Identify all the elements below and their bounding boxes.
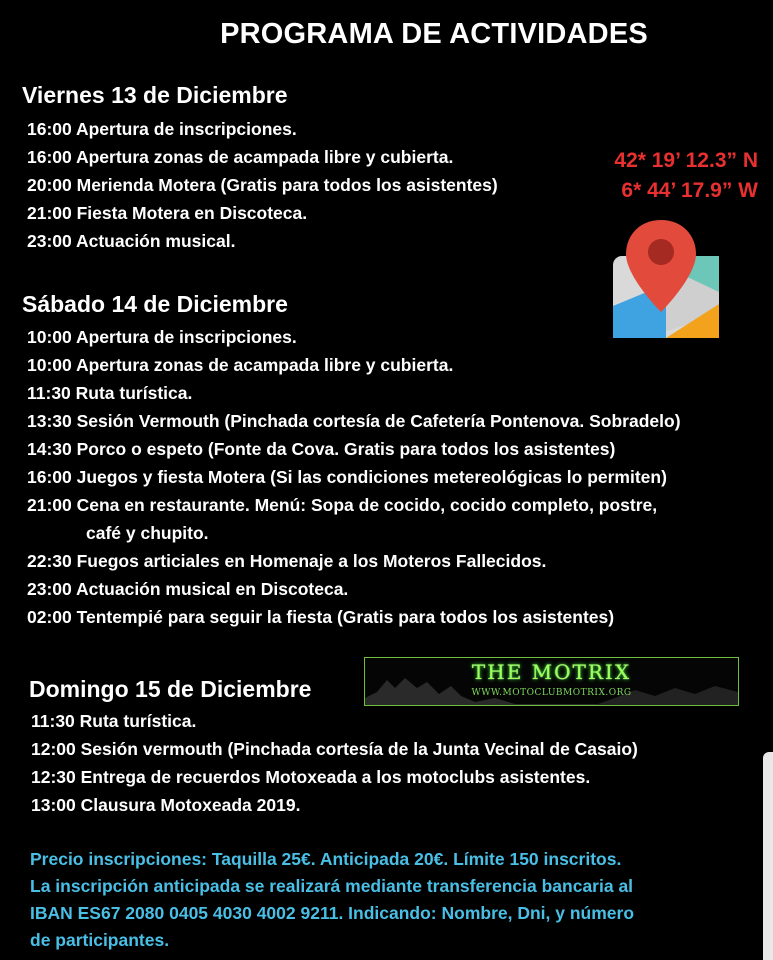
gps-coordinates xyxy=(560,146,758,206)
schedule-list-domingo xyxy=(31,707,638,819)
schedule-item: 11:30 Ruta turística. xyxy=(27,383,193,403)
pricing-line: La inscripción anticipada se realizará mediante transferencia bancaria al xyxy=(30,876,634,896)
latitude-text: 42* 19’ 12.3” N xyxy=(614,149,758,172)
schedule-item: 16:00 Juegos y fiesta Motera (Si las condiciones metereológicas lo permiten) xyxy=(27,467,667,487)
schedule-list-viernes xyxy=(27,115,498,255)
pricing-line: Precio inscripciones: Taquilla 25€. Anticipada 20€. Límite 150 inscritos. xyxy=(30,849,622,869)
pricing-line: IBAN ES67 2080 0405 4030 4002 9211. Indicando: Nombre, Dni, y número xyxy=(30,903,635,923)
logo-name: THE MOTRIX xyxy=(471,660,632,684)
pricing-line: de participantes. xyxy=(30,930,170,950)
page-title: PROGRAMA DE ACTIVIDADES xyxy=(220,18,648,50)
schedule-item-continuation: café y chupito. xyxy=(86,523,209,543)
schedule-item: 12:00 Sesión vermouth (Pinchada cortesía de la Junta Vecinal de Casaio) xyxy=(31,739,638,759)
schedule-item: 10:00 Apertura de inscripciones. xyxy=(27,327,297,347)
day-heading-viernes: Viernes 13 de Diciembre xyxy=(22,82,288,108)
logo-url: WWW.MOTOCLUBMOTRIX.ORG xyxy=(471,688,632,698)
schedule-item: 14:30 Porco o espeto (Fonte da Cova. Gratis para todos los asistentes) xyxy=(27,439,616,459)
schedule-list-sabado xyxy=(27,323,681,631)
schedule-item: 21:00 Fiesta Motera en Discoteca. xyxy=(27,203,308,223)
schedule-item: 20:00 Merienda Motera (Gratis para todos los asistentes) xyxy=(27,175,498,195)
schedule-item: 11:30 Ruta turística. xyxy=(31,711,197,731)
day-heading-domingo: Domingo 15 de Diciembre xyxy=(29,676,312,702)
pricing-info xyxy=(30,846,740,954)
schedule-item: 16:00 Apertura de inscripciones. xyxy=(27,119,297,139)
scrollbar[interactable] xyxy=(763,752,773,960)
schedule-item: 21:00 Cena en restaurante. Menú: Sopa de cocido, cocido completo, postre, xyxy=(27,495,658,515)
schedule-item: 13:30 Sesión Vermouth (Pinchada cortesía de Cafetería Pontenova. Sobradelo) xyxy=(27,411,681,431)
schedule-item: 16:00 Apertura zonas de acampada libre y cubierta. xyxy=(27,147,454,167)
schedule-item: 10:00 Apertura zonas de acampada libre y cubierta. xyxy=(27,355,454,375)
day-heading-sabado: Sábado 14 de Diciembre xyxy=(22,291,288,317)
schedule-item: 12:30 Entrega de recuerdos Motoxeada a los motoclubs asistentes. xyxy=(31,767,591,787)
schedule-item: 23:00 Actuación musical en Discoteca. xyxy=(27,579,349,599)
schedule-item: 02:00 Tentempié para seguir la fiesta (Gratis para todos los asistentes) xyxy=(27,607,615,627)
schedule-item: 13:00 Clausura Motoxeada 2019. xyxy=(31,795,301,815)
schedule-item: 22:30 Fuegos articiales en Homenaje a los Moteros Fallecidos. xyxy=(27,551,547,571)
motoclub-logo xyxy=(364,657,739,706)
schedule-item: 23:00 Actuación musical. xyxy=(27,231,236,251)
longitude-text: 6* 44’ 17.9” W xyxy=(621,179,758,202)
